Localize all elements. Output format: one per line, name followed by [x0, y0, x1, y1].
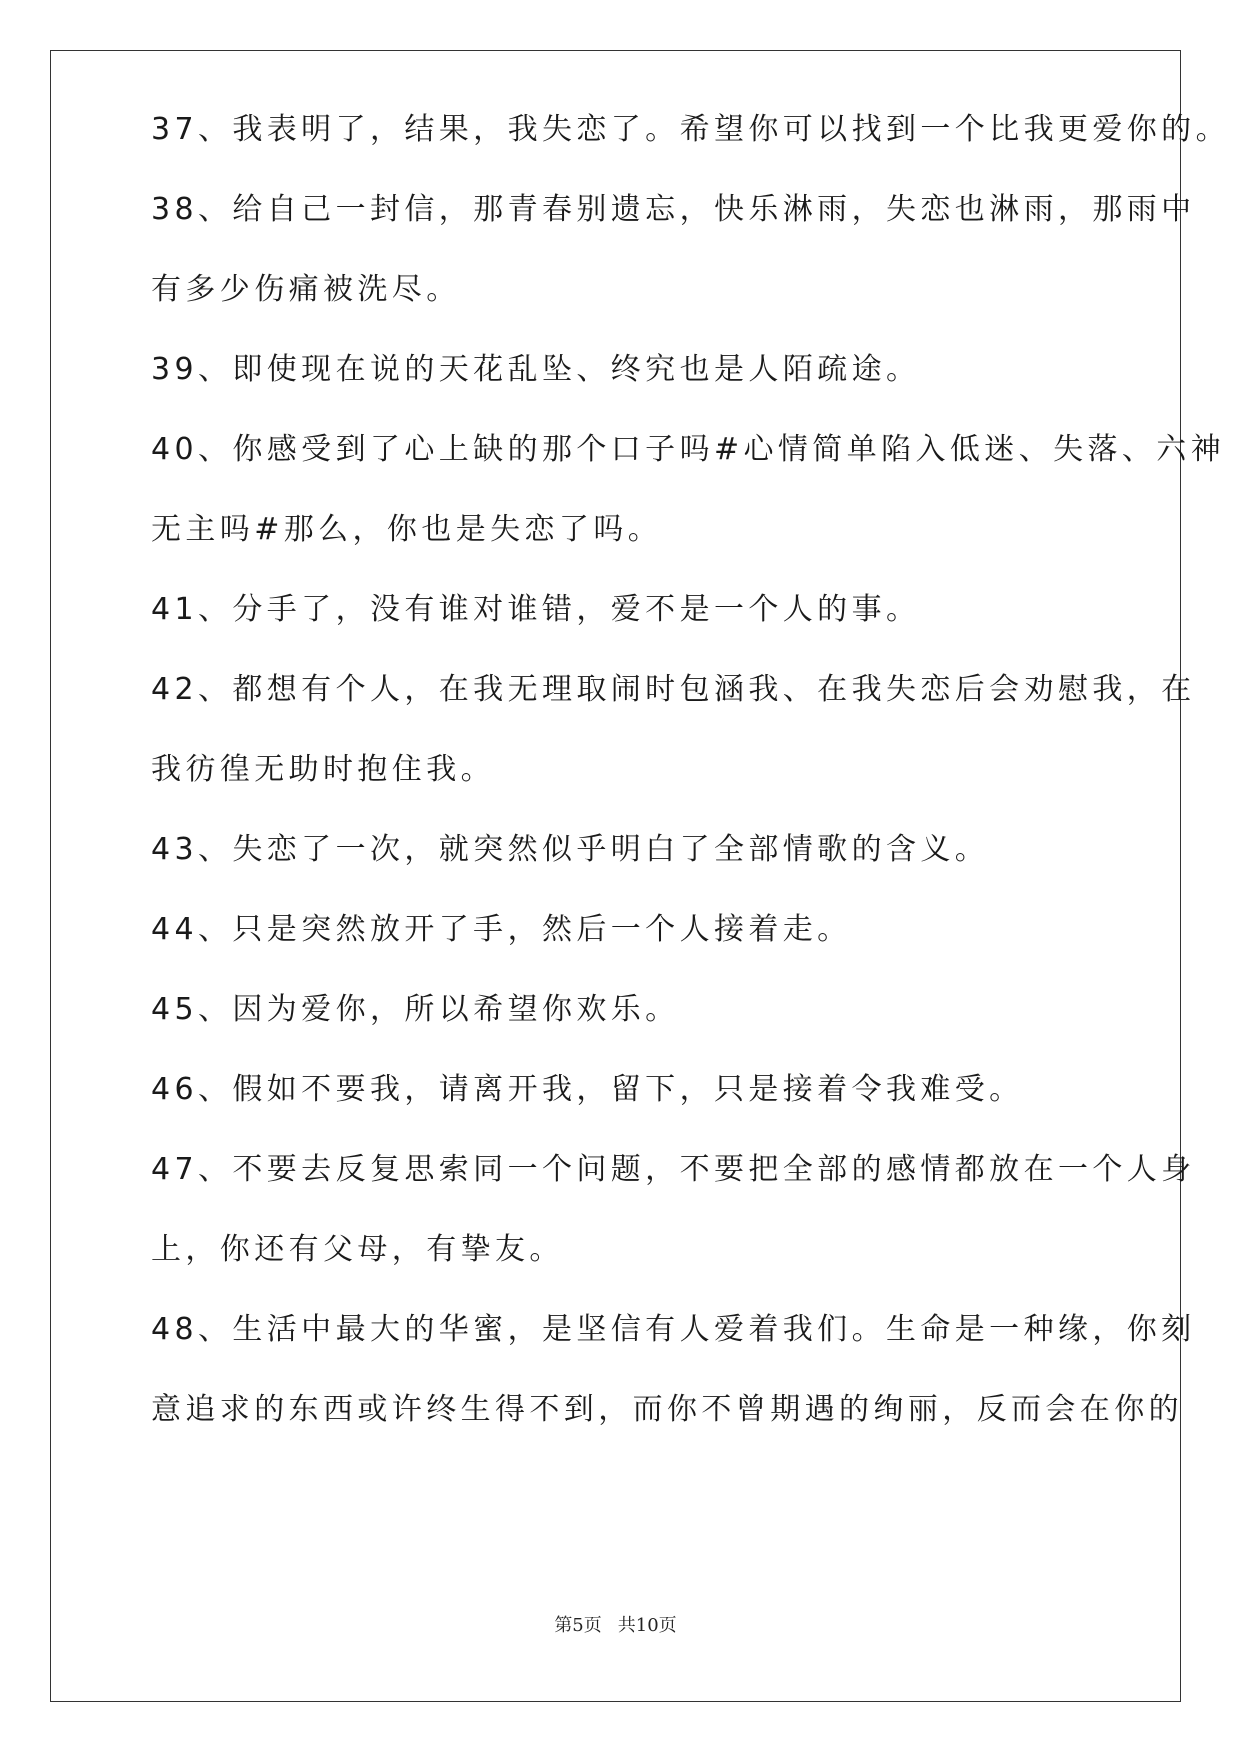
page-total: 共10页 [617, 1615, 677, 1636]
page-footer [51, 1611, 1180, 1637]
text-line: 37、我表明了，结果，我失恋了。希望你可以找到一个比我更爱你的。 [151, 112, 1230, 147]
text-line: 45、因为爱你，所以希望你欢乐。 [151, 992, 680, 1027]
text-line: 无主吗#那么，你也是失恋了吗。 [151, 512, 663, 547]
page-border [50, 50, 1230, 1702]
text-line: 40、你感受到了心上缺的那个口子吗#心情简单陷入低迷、失落、六神 [151, 432, 1226, 467]
text-line: 42、都想有个人，在我无理取闹时包涵我、在我失恋后会劝慰我，在 [151, 672, 1196, 707]
text-line: 意追求的东西或许终生得不到，而你不曾期遇的绚丽，反而会在你的 [151, 1392, 1183, 1427]
document-body [151, 91, 1230, 1451]
text-line: 我彷徨无助时抱住我。 [151, 752, 495, 787]
text-line: 47、不要去反复思索同一个问题，不要把全部的感情都放在一个人身 [151, 1152, 1196, 1187]
text-line: 上，你还有父母，有挚友。 [151, 1232, 564, 1267]
text-line: 41、分手了，没有谁对谁错，爱不是一个人的事。 [151, 592, 921, 627]
text-line: 44、只是突然放开了手，然后一个人接着走。 [151, 912, 852, 947]
page-number: 第5页 [554, 1615, 602, 1636]
text-line: 39、即使现在说的天花乱坠、终究也是人陌疏途。 [151, 352, 921, 387]
text-line: 48、生活中最大的华蜜，是坚信有人爱着我们。生命是一种缘，你刻 [151, 1312, 1196, 1347]
text-line: 有多少伤痛被洗尽。 [151, 272, 461, 307]
text-line: 38、给自己一封信，那青春别遗忘，快乐淋雨，失恋也淋雨，那雨中 [151, 192, 1196, 227]
text-line: 43、失恋了一次，就突然似乎明白了全部情歌的含义。 [151, 832, 990, 867]
text-line: 46、假如不要我，请离开我，留下，只是接着令我难受。 [151, 1072, 1024, 1107]
